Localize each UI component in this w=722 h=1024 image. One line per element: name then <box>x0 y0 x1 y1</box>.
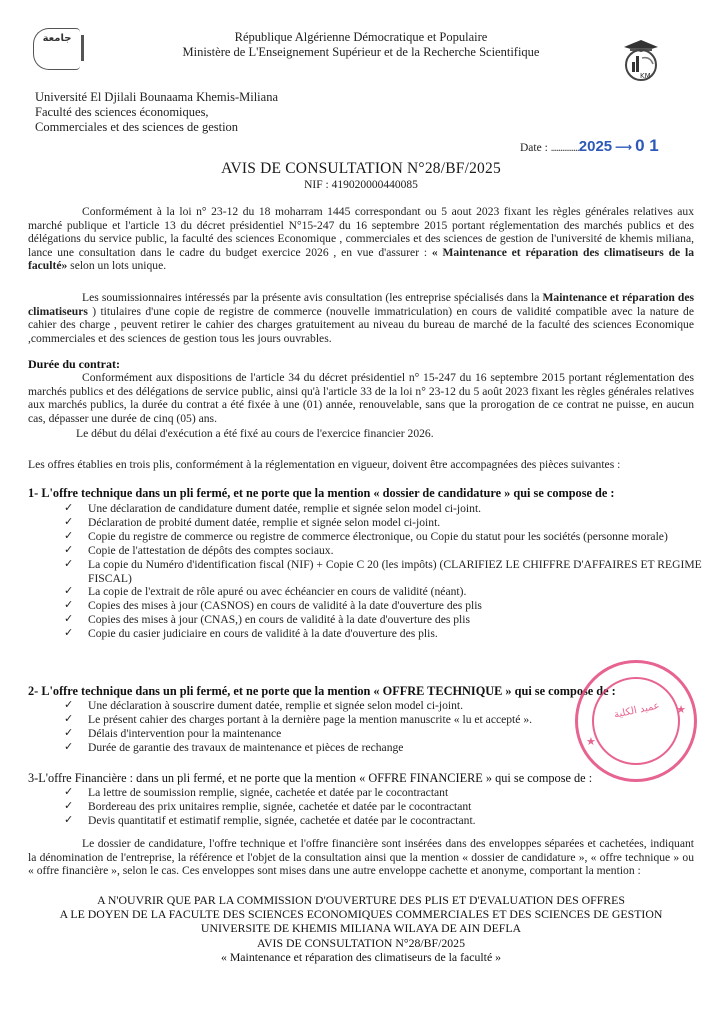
intro-text: Conformément à la loi n° 23-12 du 18 moharram 1445 correspondant ou 5 aout 2023 fixant les règles générales relatives aux marché publique et l'article 13 du décret présidentiel N°15-247 du 16 septembre 2015 portant réglementation des marchés publics et des délégations du service public, la faculté des sciences Economique , commerciales et des sciences de gestion de l'université de khemis miliana, lance une consultation dans le cadre du budget exercice 2026 , en vue d'assurer : <box>28 205 694 259</box>
section2-heading-text: 2- L'offre technique dans un pli fermé, et ne porte que la mention « OFFRE TECHNIQUE » qui se compose de : <box>28 684 616 698</box>
svg-text:KM: KM <box>640 72 651 80</box>
list-item <box>64 516 704 530</box>
list-item-text: Copie de l'attestation de dépôts des comptes sociaux. <box>88 543 334 557</box>
list-item-text: Bordereau des prix unitaires remplie, signée, cachetée et datée par le cocontractant <box>88 799 472 813</box>
university-name: Université El Djilali Bounaama Khemis-Miliana <box>35 90 278 104</box>
duration-text: Conformément aux dispositions de l'article 34 du décret présidentiel n° 15-247 du 16 septembre 2015 portant réglementation des marchés publics et des délégations de service public, ainsi qu'à l'article 33 de la loi n° 23-12 du 5 août 2023 fixant les règles générales relatives aux marchés publics, la durée du contrat a été fixée à une (01) année, renouvelable, sans que la prorogation de ce contrat ne puisse, en aucun cas, dépasser une durée de cinq (05) ans. <box>28 371 694 425</box>
mention-line-4: AVIS DE CONSULTATION N°28/BF/2025 <box>257 935 465 950</box>
check-icon: ✓ <box>64 557 74 570</box>
check-icon: ✓ <box>64 529 74 542</box>
list-item <box>64 530 704 544</box>
check-icon: ✓ <box>64 613 74 626</box>
list-item-text: Copie du casier judiciaire en cours de validité à la date d'ouverture des plis. <box>88 627 438 641</box>
list-item <box>64 599 704 613</box>
date-label: Date : <box>520 142 548 154</box>
mention-line-1: A N'OUVRIR QUE PAR LA COMMISSION D'OUVERTURE DES PLIS ET D'EVALUATION DES OFFRES <box>97 893 625 907</box>
check-icon: ✓ <box>64 726 74 739</box>
list-item-text: Durée de garantie des travaux de maintenance et pièces de rechange <box>88 740 404 754</box>
date-dots: ............... <box>550 142 579 154</box>
bidders-subject: Maintenance et réparation des climatiseurs <box>28 291 694 318</box>
bidders-tail: ) titulaires d'une copie de registre de commerce (nouvelle immatriculation) en cours de validité compatible avec la nature de cahier des charge , peuvent retirer le cahier des charges gratuitement au niveau du bureau de marché de la faculté des sciences Economique ,commerciales et des sciences de gestion tous les jours ouvrables. <box>28 304 694 345</box>
section1-heading <box>28 486 615 501</box>
section1-list <box>64 502 704 641</box>
envelope-paragraph <box>28 837 694 878</box>
list-item-text: Copies des mises à jour (CNAS,) en cours de validité à la date d'ouverture des plis <box>88 613 471 627</box>
list-item-text: Copies des mises à jour (CASNOS) en cours de validité à la date d'ouverture des plis <box>88 599 482 613</box>
list-item <box>64 627 704 641</box>
section2-heading <box>28 684 616 699</box>
faculty-logo-right <box>620 38 662 80</box>
section3-list <box>64 786 704 828</box>
list-item-text: Une déclaration de candidature dument datée, remplie et signée selon model ci-joint. <box>88 502 482 515</box>
list-item <box>64 558 704 586</box>
ministry-title: Ministère de L'Enseignement Supérieur et de la Recherche Scientifique <box>182 45 540 59</box>
stamp-text: عميد الكلية <box>613 700 661 721</box>
check-icon: ✓ <box>64 786 74 798</box>
envelope-text: Le dossier de candidature, l'offre technique et l'offre financière sont insérées dans des enveloppes séparées et cachetées, indiquant la dénomination de l'entreprise, la référence et l'objet de la consultation ainsi que la mention « dossier de candidature », « offre technique » ou « offre financière », selon le cas. Ces enveloppes sont mises dans une autre enveloppe cachette et anonyme, comportant la mention : <box>28 837 694 878</box>
list-item <box>64 544 704 558</box>
date-stamp-year: 2025 <box>578 138 613 155</box>
check-icon: ✓ <box>64 627 74 640</box>
stamp-star-icon: ★ <box>586 736 596 748</box>
institution-block <box>35 90 278 135</box>
check-icon: ✓ <box>64 712 74 725</box>
list-item <box>64 585 704 599</box>
execution-paragraph <box>28 427 694 441</box>
list-item <box>64 814 704 828</box>
check-icon: ✓ <box>64 543 74 556</box>
offers-intro: Les offres établies en trois plis, conformément à la réglementation en vigueur, doivent être accompagnées des pièces suivantes : <box>28 458 621 471</box>
bidders-paragraph <box>28 291 694 345</box>
bidders-text: Les soumissionnaires intéressés par la présente avis consultation (les entreprise spécialisés dans la <box>82 291 543 304</box>
check-icon: ✓ <box>64 502 74 514</box>
republic-title: République Algérienne Démocratique et Populaire <box>234 30 488 44</box>
duration-heading-text: Durée du contrat: <box>28 357 120 371</box>
check-icon: ✓ <box>64 799 74 812</box>
list-item-text: La copie de l'extrait de rôle apuré ou avec échéancier en cours de validité (néant). <box>88 585 467 599</box>
mention-line-2: A LE DOYEN DE LA FACULTE DES SCIENCES ECONOMIQUES COMMERCIALES ET DES SCIENCES DE GESTION <box>59 907 663 922</box>
date-stamp-month: ⟶ <box>615 140 633 154</box>
graduation-cap-logo-icon <box>620 38 662 84</box>
execution-text: Le début du délai d'exécution a été fixé au cours de l'exercice financier 2026. <box>76 427 434 440</box>
official-stamp <box>575 660 697 782</box>
section3-heading <box>28 771 592 786</box>
check-icon: ✓ <box>64 699 74 711</box>
stamp-star-icon: ★ <box>676 704 686 716</box>
list-item-text: Le présent cahier des charges portant à la dernière page la mention manuscrite « lu et accepté ». <box>88 712 533 726</box>
list-item <box>64 800 704 814</box>
check-icon: ✓ <box>64 515 74 528</box>
date-stamp-day: 0 1 <box>635 136 659 155</box>
list-item <box>64 502 704 516</box>
section1-heading-text: 1- L'offre technique dans un pli fermé, et ne porte que la mention « dossier de candidature » qui se compose de : <box>28 486 615 500</box>
list-item-text: La lettre de soumission remplie, signée, cachetée et datée par le cocontractant <box>88 786 449 799</box>
document-title: AVIS DE CONSULTATION N°28/BF/2025 <box>221 160 501 177</box>
check-icon: ✓ <box>64 585 74 598</box>
list-item <box>64 613 704 627</box>
duration-heading <box>28 357 120 372</box>
list-item-text: Devis quantitatif et estimatif remplie, signée, cachetée et datée par le cocontractant. <box>88 813 476 827</box>
date-field <box>520 136 659 156</box>
intro-tail: selon un lots unique. <box>67 259 167 273</box>
header-block <box>0 30 722 60</box>
faculty-name-line2: Commerciales et des sciences de gestion <box>35 120 239 134</box>
envelope-mention-block <box>0 893 722 964</box>
check-icon: ✓ <box>64 813 74 826</box>
list-item-text: Déclaration de probité dument datée, remplie et signée selon model ci-joint. <box>88 515 441 529</box>
list-item-text: Copie du registre de commerce ou registre de commerce électronique, ou Copie du statut pour les sociétés (personne morale) <box>88 529 668 543</box>
list-item <box>64 786 704 800</box>
duration-paragraph <box>28 371 694 425</box>
intro-paragraph <box>28 205 694 273</box>
check-icon: ✓ <box>64 740 74 753</box>
list-item-text: La copie du Numéro d'identification fiscal (NIF) + Copie C 20 (les impôts) (CLARIFIEZ LE CHIFFRE D'AFFAIRES ET REGIME FISCAL) <box>88 557 702 585</box>
logo-left-glyph: جامعة <box>42 33 72 44</box>
intro-subject: « Maintenance et réparation des climatiseurs de la faculté» <box>28 245 695 273</box>
section3-heading-text: 3-L'offre Financière : dans un pli fermé, et ne porte que la mention « OFFRE FINANCIERE » qui se compose de : <box>28 771 593 785</box>
mention-line-5: « Maintenance et réparation des climatiseurs de la faculté » <box>220 949 502 964</box>
check-icon: ✓ <box>64 599 74 612</box>
mention-line-3: UNIVERSITE DE KHEMIS MILIANA WILAYA DE AIN DEFLA <box>200 921 522 936</box>
list-item-text: Délais d'intervention pour la maintenance <box>88 726 282 740</box>
nif-number: NIF : 419020000440085 <box>304 179 418 191</box>
list-item-text: Une déclaration à souscrire dument datée, remplie et signée selon model ci-joint. <box>88 699 464 712</box>
faculty-name-line1: Faculté des sciences économiques, <box>35 105 209 119</box>
